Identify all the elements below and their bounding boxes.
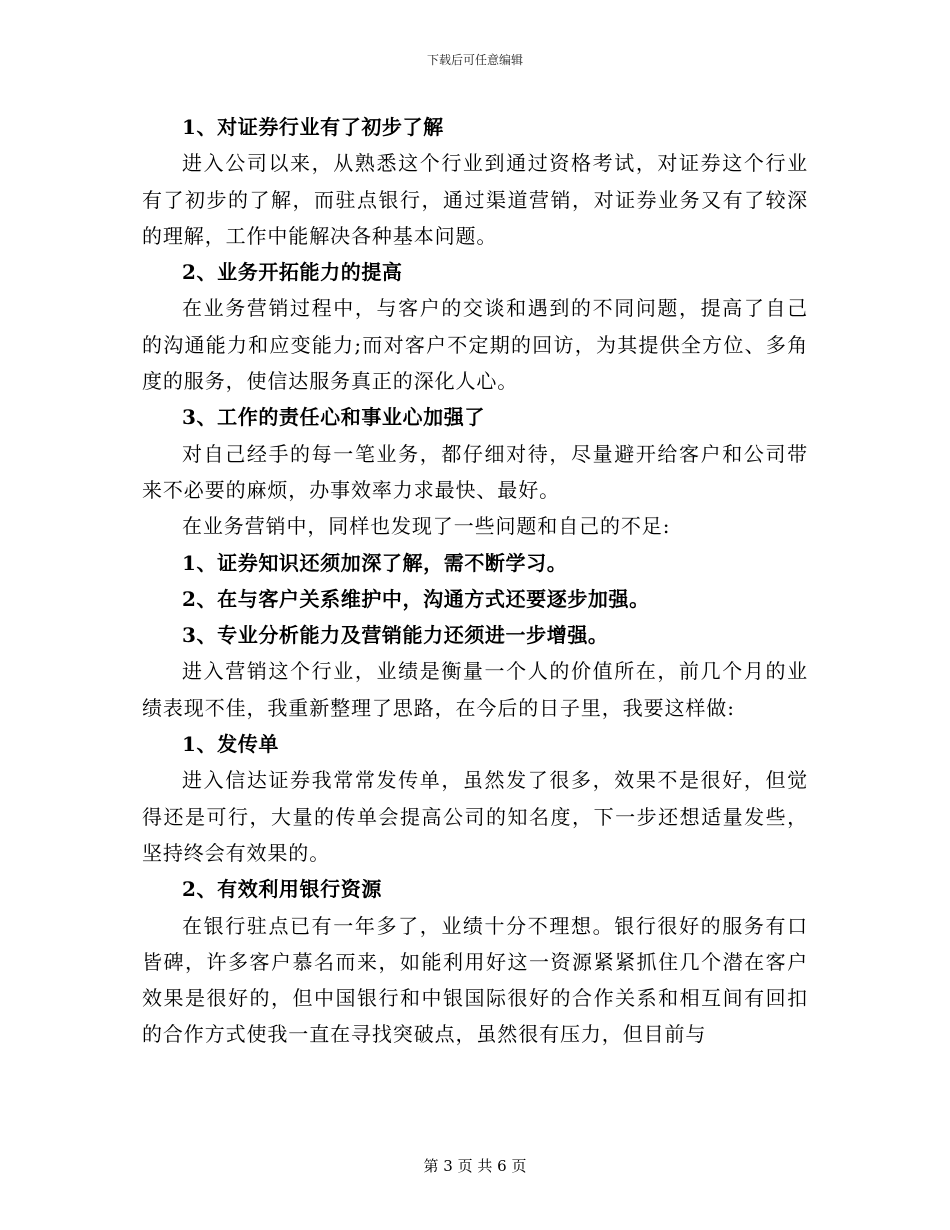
paragraph: 进入公司以来，从熟悉这个行业到通过资格考试，对证券这个行业有了初步的了解，而驻点银行，通过渠道营销，对证券业务又有了较深的理解，工作中能解决各种基本问题。 bbox=[142, 151, 808, 248]
section-heading: 3、专业分析能力及营销能力还须进一步增强。 bbox=[182, 623, 609, 648]
paragraph: 进入营销这个行业，业绩是衡量一个人的价值所在，前几个月的业绩表现不佳，我重新整理了思路，在今后的日子里，我要这样做: bbox=[142, 659, 808, 720]
paragraph: 对自己经手的每一笔业务，都仔细对待，尽量避开给客户和公司带来不必要的麻烦，办事效率力求最快、最好。 bbox=[142, 441, 808, 502]
section-heading: 1、发传单 bbox=[182, 732, 279, 757]
section-heading: 3、工作的责任心和事业心加强了 bbox=[182, 405, 485, 430]
section-heading: 1、证券知识还须加深了解，需不断学习。 bbox=[182, 550, 568, 575]
section-heading: 2、业务开拓能力的提高 bbox=[182, 260, 403, 285]
document-body bbox=[142, 109, 808, 1053]
paragraph: 进入信达证券我常常发传单，虽然发了很多，效果不是很好，但觉得还是可行，大量的传单会提高公司的知名度，下一步还想适量发些，坚持终会有效果的。 bbox=[142, 768, 808, 865]
section-heading: 1、对证券行业有了初步了解 bbox=[182, 115, 444, 139]
page-number-footer: 第 3 页 共 6 页 bbox=[423, 1157, 527, 1175]
page-header: 下载后可任意编辑 bbox=[426, 53, 523, 67]
section-heading: 2、在与客户关系维护中，沟通方式还要逐步加强。 bbox=[182, 586, 650, 611]
paragraph: 在业务营销中，同样也发现了一些问题和自己的不足: bbox=[182, 514, 671, 539]
section-heading: 2、有效利用银行资源 bbox=[182, 877, 382, 902]
paragraph: 在业务营销过程中，与客户的交谈和遇到的不同问题，提高了自己的沟通能力和应变能力;而对客户不定期的回访，为其提供全方位、多角度的服务，使信达服务真正的深化人心。 bbox=[142, 296, 808, 394]
paragraph: 在银行驻点已有一年多了，业绩十分不理想。银行很好的服务有口皆碑，许多客户慕名而来，如能利用好这一资源紧紧抓住几个潜在客户效果是很好的，但中国银行和中银国际很好的合作关系和相互间有回扣的合作方式使我一直在寻找突破点，虽然很有压力，但目前与 bbox=[142, 913, 808, 1047]
